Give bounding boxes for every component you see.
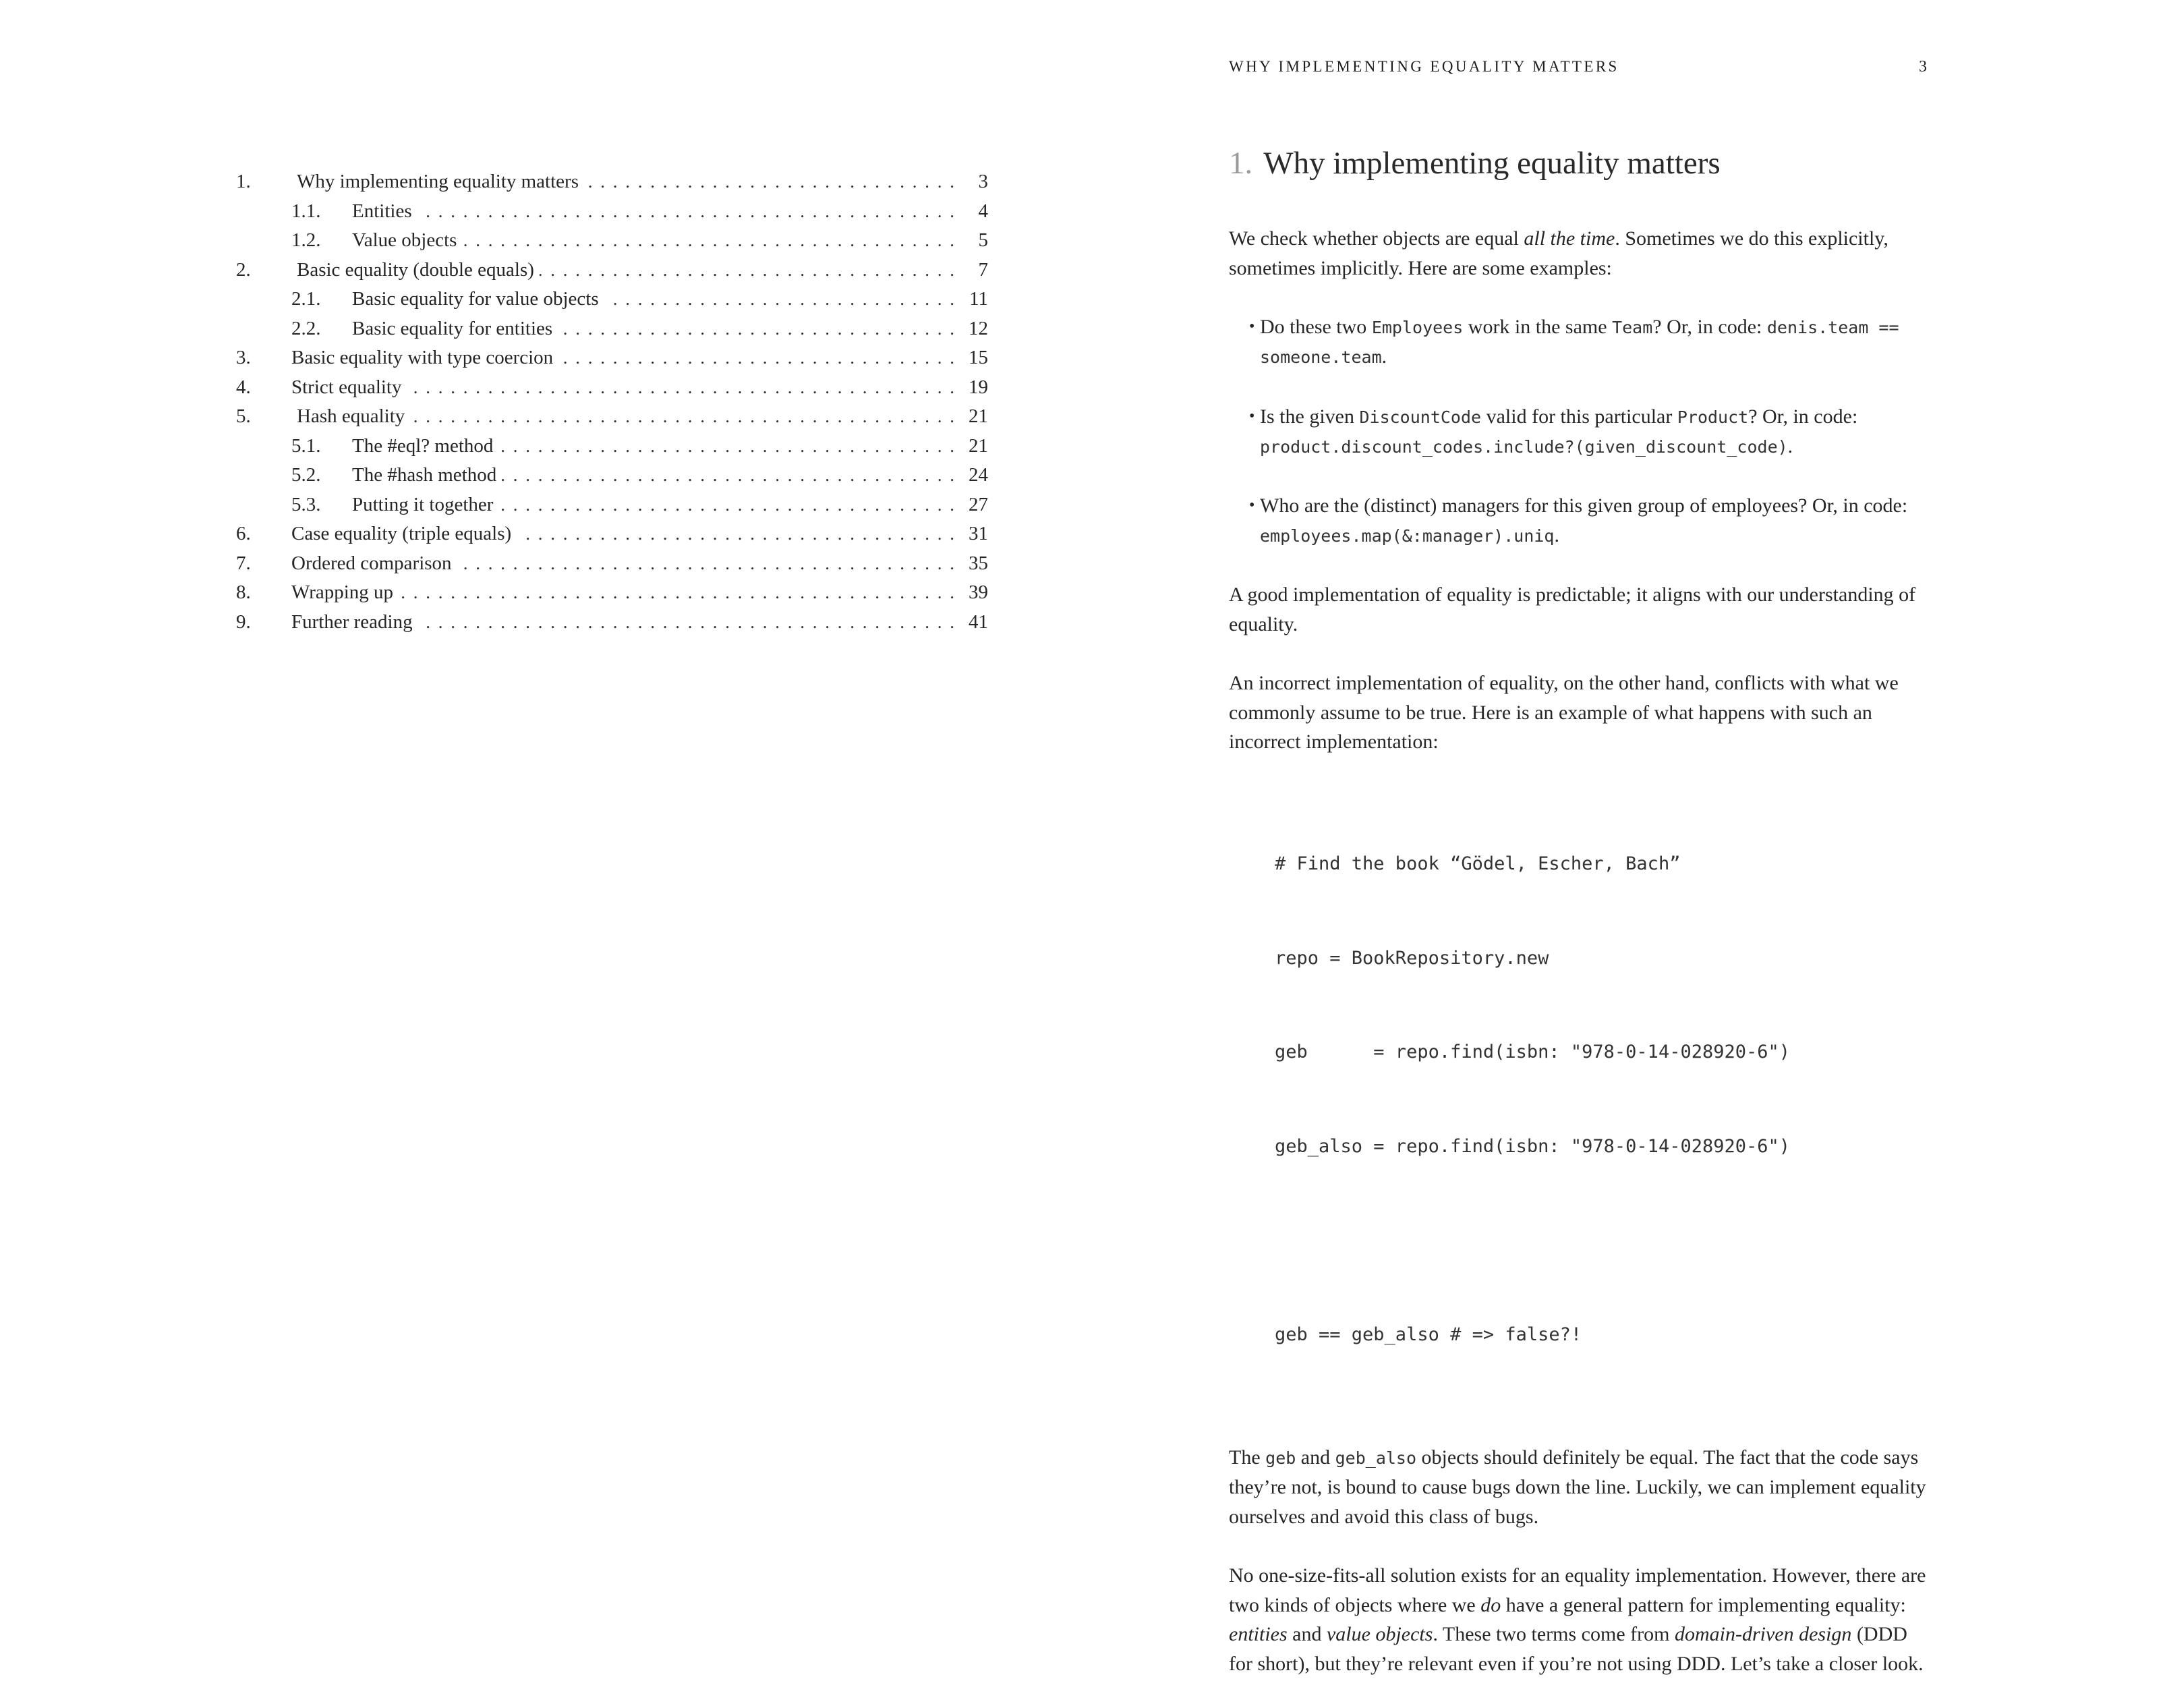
bullet-icon: •: [1249, 407, 1255, 425]
inline-code: geb: [1265, 1448, 1296, 1468]
toc-entry[interactable]: [236, 343, 988, 373]
incorrect-implementation-paragraph: An incorrect implementation of equality, on the other hand, conflicts with what we commonly assume to be true. Here is an example of what happens with such an incorrect implementation:: [1229, 671, 1899, 753]
toc-dot-leader: [584, 167, 954, 197]
toc-entry-page[interactable]: 4: [978, 200, 988, 222]
toc-entry-page[interactable]: 11: [969, 288, 988, 310]
toc-entry-page[interactable]: 5: [978, 229, 988, 251]
toc-dot-leader: [558, 343, 954, 373]
toc-entry-title[interactable]: Basic equality for value objects: [352, 285, 604, 314]
toc-entry-number: 1.: [236, 171, 251, 192]
text-run: .: [1787, 435, 1793, 458]
bullet-icon: •: [1249, 496, 1255, 515]
text-run: ? Or, in code:: [1748, 405, 1858, 428]
text-run: ? Or, in code:: [1652, 315, 1767, 338]
list-item: [1229, 402, 1930, 462]
inline-code: Product: [1677, 407, 1749, 427]
toc-entry-page[interactable]: 21: [969, 434, 988, 457]
toc-entry[interactable]: [236, 314, 988, 344]
toc-entry[interactable]: [236, 256, 988, 285]
emphasis: value objects: [1326, 1623, 1433, 1646]
toc-entry[interactable]: [236, 197, 988, 227]
toc-dot-leader: [540, 256, 954, 285]
toc-entry-number: 7.: [236, 552, 251, 574]
emphasis: entities: [1229, 1623, 1288, 1646]
toc-entry-page[interactable]: 24: [969, 464, 988, 486]
toc-entry[interactable]: [236, 549, 988, 579]
toc-entry-title[interactable]: Hash equality: [297, 402, 410, 432]
running-header: [1229, 58, 1927, 82]
list-item: [1229, 312, 1930, 372]
inline-code: denis.team == someone.team: [1260, 317, 1899, 368]
toc-entry-title[interactable]: The #eql? method: [352, 432, 498, 461]
toc-entry-number: 3.: [236, 347, 251, 368]
toc-entry-number: 9.: [236, 610, 251, 633]
toc-entry-number: 1.2.: [291, 229, 321, 251]
text-run: and: [1287, 1623, 1327, 1646]
toc-entry[interactable]: [236, 226, 988, 256]
toc-entry-title[interactable]: Ordered comparison: [291, 549, 457, 579]
toc-entry[interactable]: [236, 461, 988, 490]
toc-entry-title[interactable]: Basic equality with type coercion: [291, 343, 558, 373]
text-run: work in the same: [1463, 315, 1613, 338]
text-run: valid for this particular: [1481, 405, 1677, 428]
text-run: We check whether objects are equal: [1229, 227, 1524, 250]
code-line: geb = repo.find(isbn: "978-0-14-028920-6"): [1275, 1042, 1791, 1063]
toc-entry-page[interactable]: 12: [969, 317, 988, 339]
toc-entry-title[interactable]: Entities: [352, 197, 417, 227]
inline-code: Team: [1612, 317, 1653, 337]
toc-entry-title[interactable]: Case equality (triple equals): [291, 519, 517, 549]
code-line: geb_also = repo.find(isbn: "978-0-14-028920-6"): [1275, 1135, 1791, 1157]
text-run: objects should definitely be equal. The fact that the code says they’re not, is bound to cause bugs down the line. Luckily, we can implement equality ourselves and avoid this class of bugs.: [1229, 1446, 1926, 1529]
toc-dot-leader: [410, 402, 954, 432]
table-of-contents: [236, 167, 988, 637]
inline-code: Employees: [1371, 317, 1464, 337]
toc-entry-page[interactable]: 31: [969, 523, 988, 544]
inline-code: DiscountCode: [1359, 407, 1482, 427]
text-run: and: [1296, 1446, 1335, 1469]
code-line: # Find the book “Gödel, Escher, Bach”: [1275, 853, 1681, 875]
toc-entry-title[interactable]: Basic equality for entities: [352, 314, 558, 344]
toc-entry-title[interactable]: The #hash method: [352, 461, 502, 490]
toc-entry-page[interactable]: 3: [978, 171, 988, 192]
toc-entry[interactable]: [236, 432, 988, 461]
right-page: [1082, 0, 2165, 1676]
toc-entry-title[interactable]: Strict equality: [291, 373, 407, 403]
toc-entry-page[interactable]: 39: [969, 581, 988, 603]
toc-entry-page[interactable]: 19: [969, 376, 988, 398]
text-run: . Sometimes we do this explicitly, sometimes implicitly. Here are some examples:: [1229, 227, 1888, 279]
toc-entry-title[interactable]: Value objects: [352, 226, 462, 256]
toc-entry[interactable]: [236, 167, 988, 197]
toc-entry[interactable]: [236, 608, 988, 637]
chapter-title: Why implementing equality matters: [1263, 146, 1721, 181]
toc-dot-leader: [418, 608, 954, 637]
text-run: (DDD for short), but they’re relevant even if you’re not using DDD. Let’s take a closer look.: [1229, 1623, 1924, 1676]
toc-entry-page[interactable]: 35: [969, 552, 988, 574]
toc-entry-number: 1.1.: [291, 200, 321, 222]
geb-paragraph: [1229, 1443, 1930, 1532]
toc-entry-number: 5.: [236, 405, 251, 427]
toc-entry-number: 6.: [236, 523, 251, 544]
text-run: have a general pattern for implementing equality:: [1501, 1593, 1906, 1616]
toc-dot-leader: [502, 461, 954, 490]
toc-entry[interactable]: [236, 490, 988, 520]
code-block: [1275, 786, 1930, 1413]
text-run: Is the given: [1260, 405, 1360, 428]
toc-dot-leader: [604, 285, 954, 314]
toc-dot-leader: [457, 549, 954, 579]
toc-entry-title[interactable]: Putting it together: [352, 490, 498, 520]
toc-entry[interactable]: [236, 519, 988, 549]
toc-entry-number: 2.1.: [291, 288, 321, 310]
page-number: 3: [1919, 58, 1927, 76]
running-header-title: WHY IMPLEMENTING EQUALITY MATTERS: [1229, 58, 1619, 75]
good-implementation-paragraph: A good implementation of equality is predictable; it aligns with our understanding of equality.: [1229, 583, 1916, 635]
inline-code: employees.map(&:manager).uniq: [1260, 525, 1555, 546]
toc-entry-title[interactable]: Further reading: [291, 608, 418, 637]
ddd-paragraph: [1229, 1561, 1930, 1678]
toc-entry-page[interactable]: 27: [969, 493, 988, 515]
chapter-heading: [1229, 143, 1930, 183]
inline-code: product.discount_codes.include?(given_discount_code): [1260, 437, 1788, 457]
toc-entry-page[interactable]: 7: [978, 258, 988, 281]
text-run: . These two terms come from: [1433, 1623, 1675, 1646]
toc-dot-leader: [407, 373, 955, 403]
toc-entry-number: 5.2.: [291, 464, 321, 486]
toc-entry-number: 4.: [236, 376, 251, 398]
toc-entry-page[interactable]: 15: [969, 347, 988, 368]
toc-entry-number: 5.3.: [291, 493, 321, 515]
toc-dot-leader: [558, 314, 954, 344]
code-line: geb == geb_also # => false?!: [1275, 1323, 1582, 1345]
text-run: .: [1381, 345, 1387, 368]
toc-entry-number: 8.: [236, 581, 251, 603]
toc-entry-title[interactable]: Basic equality (double equals): [297, 256, 540, 285]
text-run: The: [1229, 1446, 1266, 1469]
inline-code: geb_also: [1335, 1448, 1417, 1468]
toc-dot-leader: [417, 197, 954, 227]
examples-list: [1229, 312, 1930, 551]
intro-paragraph: [1229, 224, 1930, 283]
toc-entry[interactable]: [236, 578, 988, 608]
toc-entry-number: 2.2.: [291, 317, 321, 339]
list-item: [1229, 491, 1930, 550]
toc-entry-title[interactable]: Why implementing equality matters: [297, 167, 584, 197]
chapter-content: [1229, 143, 1930, 1708]
emphasis: domain-driven design: [1674, 1623, 1852, 1646]
toc-entry[interactable]: [236, 402, 988, 432]
toc-entry-number: 5.1.: [291, 434, 321, 457]
toc-dot-leader: [517, 519, 954, 549]
toc-dot-leader: [498, 490, 954, 520]
toc-entry-page[interactable]: 21: [969, 405, 988, 427]
toc-entry-title[interactable]: Wrapping up: [291, 578, 399, 608]
code-line: repo = BookRepository.new: [1275, 947, 1549, 969]
toc-entry[interactable]: [236, 285, 988, 314]
text-run: No one-size-fits-all solution exists for an equality implementation. However, there are two kinds of objects where we: [1229, 1564, 1926, 1616]
text-run: Who are the (distinct) managers for this given group of employees? Or, in code:: [1260, 494, 1908, 517]
chapter-number: 1.: [1229, 146, 1253, 181]
bullet-icon: •: [1249, 317, 1255, 335]
code-line: [1275, 1225, 1930, 1257]
left-page: [0, 0, 1082, 1353]
toc-dot-leader: [462, 226, 954, 256]
toc-dot-leader: [498, 432, 954, 461]
text-run: Do these two: [1260, 315, 1372, 338]
toc-entry[interactable]: [236, 373, 988, 403]
toc-entry-page[interactable]: 41: [969, 610, 988, 633]
emphasis: all the time: [1524, 227, 1615, 250]
toc-dot-leader: [399, 578, 954, 608]
text-run: .: [1554, 523, 1559, 546]
emphasis: do: [1480, 1593, 1501, 1616]
toc-entry-number: 2.: [236, 258, 251, 281]
